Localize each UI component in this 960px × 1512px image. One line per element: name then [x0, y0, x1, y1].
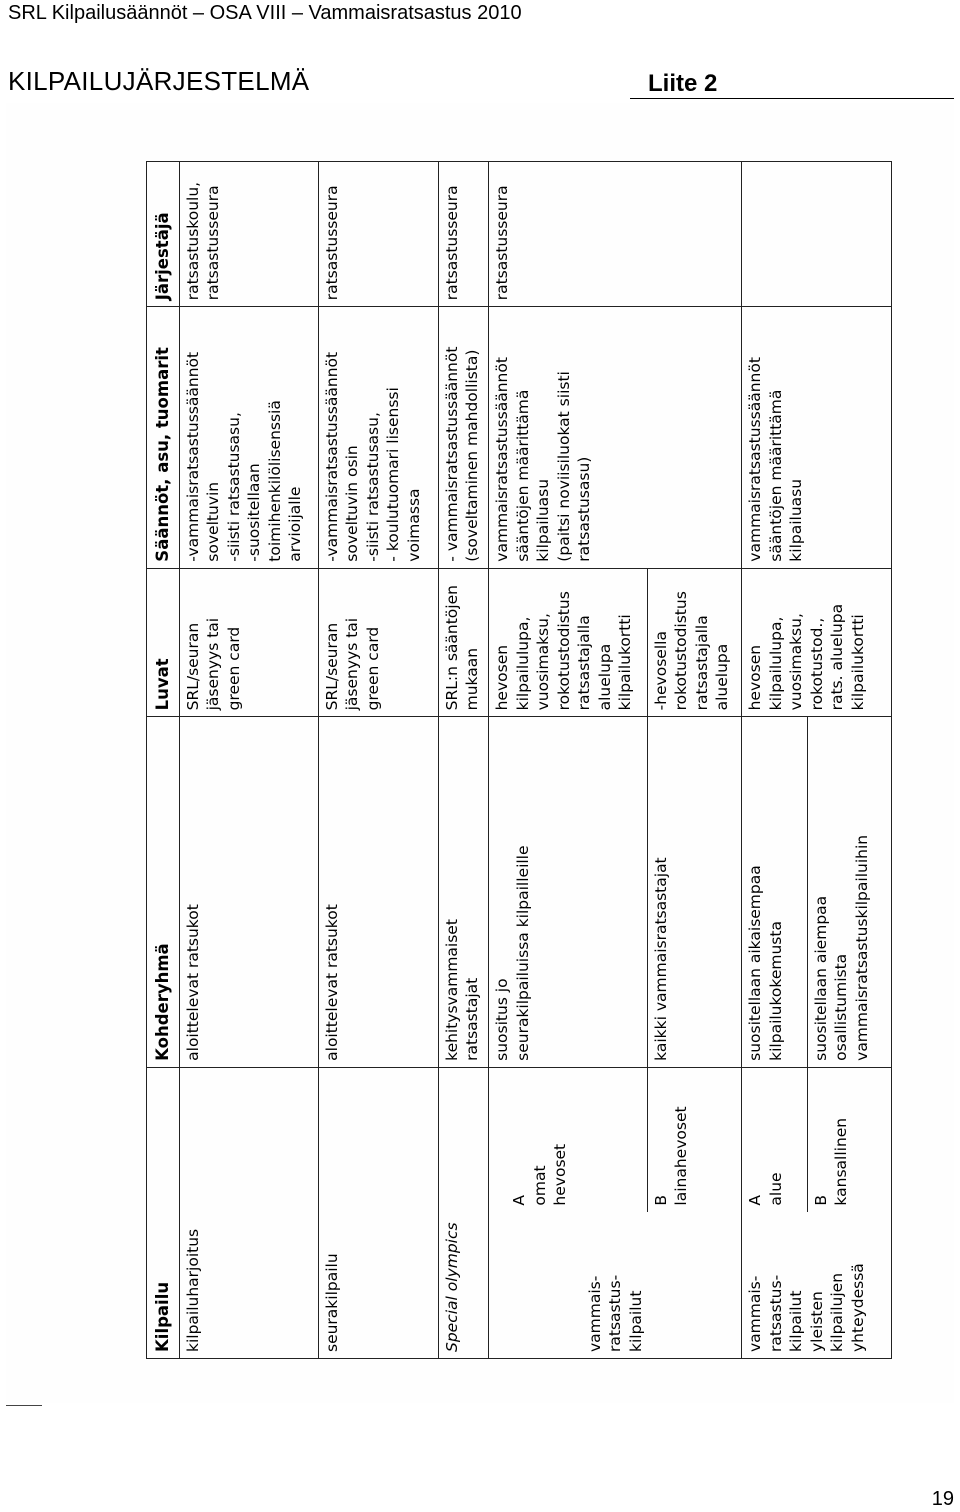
- sub-label-b: B: [811, 1194, 830, 1206]
- sub-label-b: B: [651, 1194, 670, 1206]
- cell-kilpailu: Special olympics: [438, 1067, 489, 1358]
- table-row-seurakilpailu: [318, 162, 438, 1359]
- running-title: SRL Kilpailusäännöt – OSA VIII – Vammaisratsastus 2010: [8, 2, 522, 24]
- cell-luvat: SRL:n sääntöjen mukaan: [438, 568, 489, 717]
- cell-kohderyhma: kehitysvammaiset ratsastajat: [438, 717, 489, 1067]
- cell-kohderyhma: aloittelevat ratsukot: [318, 717, 438, 1067]
- table-row-special-olympics: [438, 162, 489, 1359]
- table-row-yhteydessa-a: [742, 162, 807, 1359]
- col-header-saannot: Säännöt, asu, tuomarit: [147, 307, 180, 568]
- title-rule: [630, 98, 954, 99]
- cell-luvat: -hevosella rokotustodistus ratsastajalla aluelupa: [647, 568, 742, 717]
- cell-luvat: SRL/seuran jäsenyys tai green card: [179, 568, 318, 717]
- table-row-kilpailuharjoitus: [179, 162, 318, 1359]
- table-header-row: [147, 162, 180, 1359]
- cell-kilpailu: vammais- ratsastus- kilpailut yleisten kilpailujen yhteydessä: [742, 1212, 892, 1359]
- cell-jarjestaja: ratsastuskoulu, ratsastusseura: [179, 162, 318, 307]
- page-number: 19: [931, 1488, 954, 1510]
- footer-rule: [6, 1405, 42, 1406]
- cell-jarjestaja: [742, 162, 892, 307]
- sub-name-a: alue: [766, 1172, 785, 1206]
- sub-name-b: kansallinen: [832, 1117, 851, 1206]
- cell-saannot: -vammaisratsastussäännöt soveltuvin -siisti ratsastusasu, -suositellaan toimihenkilölisenssiä arvioijalle: [179, 307, 318, 568]
- cell-luvat: SRL/seuran jäsenyys tai green card: [318, 568, 438, 717]
- page-title: KILPAILUJÄRJESTELMÄ: [8, 66, 310, 96]
- sub-name-b: lainahevoset: [672, 1106, 691, 1206]
- cell-luvat: hevosen kilpailulupa, vuosimaksu, rokotustodistus ratsastajalla aluelupa kilpailukortti: [489, 568, 647, 717]
- cell-sub-a: [489, 1067, 647, 1211]
- col-header-luvat: Luvat: [147, 568, 180, 717]
- sub-label-a: A: [510, 1194, 529, 1206]
- cell-jarjestaja: ratsastusseura: [489, 162, 742, 307]
- cell-kilpailu: vammais- ratsastus- kilpailut: [489, 1212, 742, 1359]
- cell-kohderyhma: suositellaan aiempaa osallistumista vammaisratsastuskilpailuihin: [807, 717, 891, 1067]
- cell-kohderyhma: suositus jo seurakilpailuissa kilpailleille: [489, 717, 647, 1067]
- competition-system-table: [146, 161, 892, 1359]
- competition-system-table-wrapper: [146, 161, 892, 1359]
- cell-sub-b: [807, 1067, 891, 1211]
- cell-luvat: hevosen kilpailulupa, vuosimaksu, rokotustod., rats. aluelupa kilpailukortti: [742, 568, 892, 717]
- cell-sub-a: [742, 1067, 807, 1211]
- cell-saannot: - vammaisratsastussäännöt (soveltaminen mahdollista): [438, 307, 489, 568]
- cell-saannot: vammaisratsastussäännöt sääntöjen määrittämä kilpailuasu: [742, 307, 892, 568]
- competition-system-table-rotated: [146, 161, 892, 1359]
- table-row-vammaisratsastus-a: [489, 162, 647, 1359]
- cell-kohderyhma: kaikki vammaisratsastajat: [647, 717, 742, 1067]
- cell-saannot: -vammaisratsastussäännöt soveltuvin osin -siisti ratsastusasu, - koulutuomari lisenssi voimassa: [318, 307, 438, 568]
- cell-jarjestaja: ratsastusseura: [438, 162, 489, 307]
- col-header-kilpailu: Kilpailu: [147, 1067, 180, 1358]
- cell-sub-b: [647, 1067, 742, 1211]
- cell-jarjestaja: ratsastusseura: [318, 162, 438, 307]
- cell-kilpailu: kilpailuharjoitus: [179, 1067, 318, 1358]
- appendix-label: Liite 2: [648, 70, 718, 97]
- cell-kohderyhma: aloittelevat ratsukot: [179, 717, 318, 1067]
- cell-saannot: vammaisratsastussäännöt sääntöjen määrittämä kilpailuasu (paitsi noviisiluokat siisti ratsastusasu): [489, 307, 742, 568]
- col-header-kohderyhma: Kohderyhmä: [147, 717, 180, 1067]
- cell-kohderyhma: suositellaan aikaisempaa kilpailukokemusta: [742, 717, 807, 1067]
- cell-kilpailu: seurakilpailu: [318, 1067, 438, 1358]
- col-header-jarjestaja: Järjestäjä: [147, 162, 180, 307]
- sub-label-a: A: [746, 1194, 765, 1206]
- sub-name-a: omat hevoset: [530, 1143, 570, 1206]
